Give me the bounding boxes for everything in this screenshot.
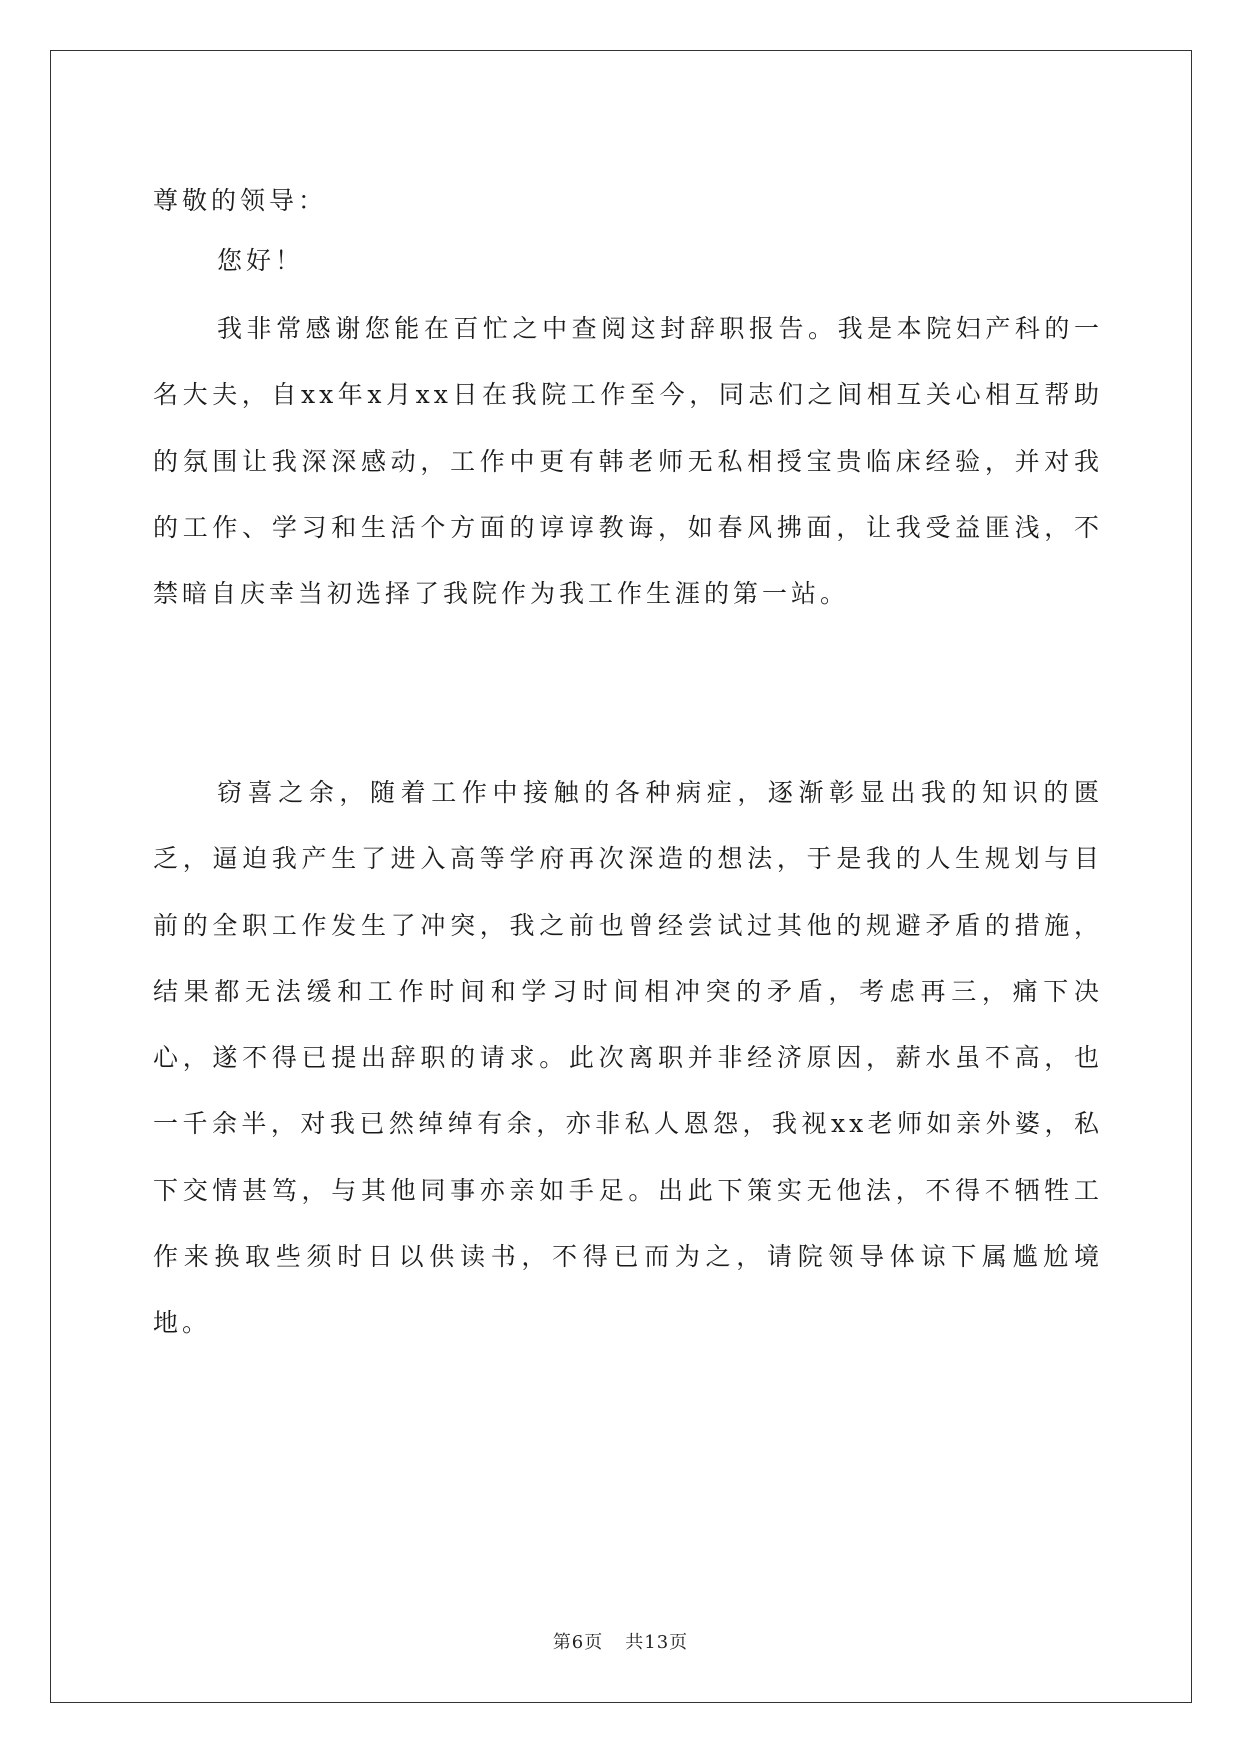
salutation: 尊敬的领导：: [153, 186, 328, 215]
page-number: 第6页: [552, 1632, 604, 1653]
paragraph-2: 窃喜之余，随着工作中接触的各种病症，逐渐彰显出我的知识的匮乏，逼迫我产生了进入高等学府再次深造的想法，于是我的人生规划与目前的全职工作发生了冲突，我之前也曾经尝试过其他的规避矛盾的措施，结果都无法缓和工作时间和学习时间相冲突的矛盾，考虑再三，痛下决心，遂不得已提出辞职的请求。此次离职并非经济原因，薪水虽不高，也一千余半，对我已然绰绰有余，亦非私人恩怨，我视xx老师如亲外婆，私下交情甚笃，与其他同事亦亲如手足。出此下策实无他法，不得不牺牲工作来换取些须时日以供读书，不得已而为之，请院领导体谅下属尴尬境地。: [153, 778, 1103, 1338]
paragraph-1: 我非常感谢您能在百忙之中查阅这封辞职报告。我是本院妇产科的一名大夫，自xx年x月xx日在我院工作至今，同志们之间相互关心相互帮助的氛围让我深深感动，工作中更有韩老师无私相授宝贵临床经验，并对我的工作、学习和生活个方面的谆谆教诲，如春风拂面，让我受益匪浅，不禁暗自庆幸当初选择了我院作为我工作生涯的第一站。: [153, 314, 1103, 609]
page-footer: [0, 1628, 1241, 1654]
greeting: 您好！: [217, 246, 305, 275]
page-total: 共13页: [625, 1632, 689, 1653]
